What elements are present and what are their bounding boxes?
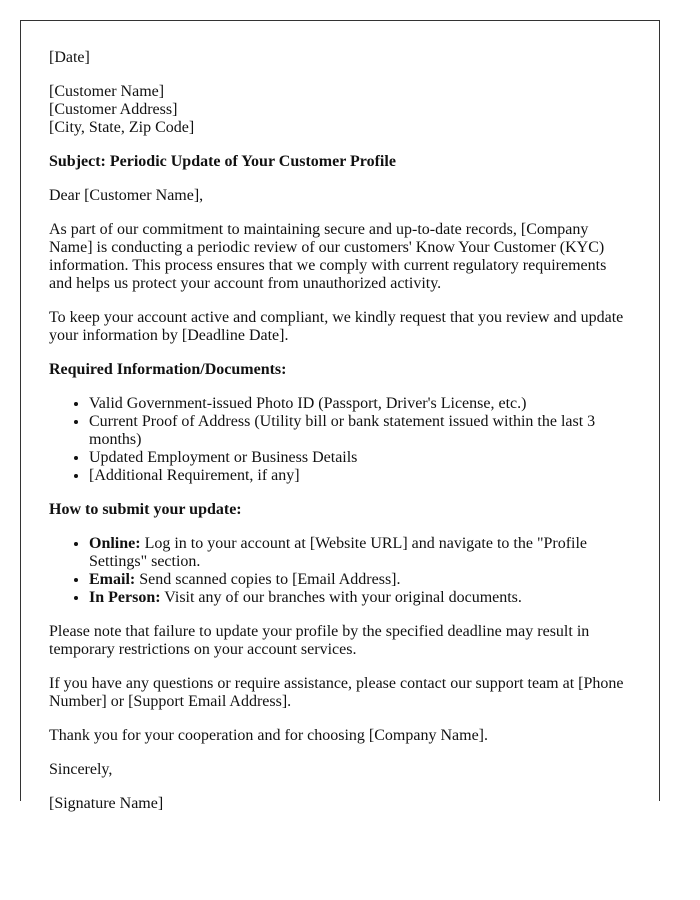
sign-off: Sincerely,: [49, 761, 113, 778]
method-label: In Person:: [89, 589, 161, 606]
method-label: Online:: [89, 535, 141, 552]
letter-frame: [20, 20, 660, 812]
salutation: Dear [Customer Name],: [49, 187, 204, 204]
method-label: Email:: [89, 571, 136, 588]
submission-method-in-person: [89, 589, 631, 607]
submission-methods-list: [49, 535, 631, 607]
required-documents-heading: Required Information/Documents:: [49, 361, 287, 378]
method-text: Send scanned copies to [Email Address].: [135, 571, 401, 588]
submission-method-online: [89, 535, 631, 571]
contact-paragraph: If you have any questions or require assistance, please contact our support team at [Phone Number] or [Support Email Address].: [49, 675, 624, 710]
method-text: Visit any of our branches with your original documents.: [160, 589, 522, 606]
list-item: • Updated Employment or Business Details: [89, 449, 631, 467]
list-item: • [Additional Requirement, if any]: [89, 467, 631, 485]
recipient-address-block: [49, 83, 631, 137]
thanks-paragraph: Thank you for your cooperation and for choosing [Company Name].: [49, 727, 488, 744]
submission-method-email: [89, 571, 631, 589]
submission-heading: How to submit your update:: [49, 501, 242, 518]
letter-subject: Subject: Periodic Update of Your Customer Profile: [49, 153, 396, 170]
intro-paragraph: As part of our commitment to maintaining secure and up-to-date records, [Company Name] is conducting a periodic review of our customers' Know Your Customer (KYC) information. This process ensures that we comply with current regulatory requirements and helps us protect your account from unauthorized activity.: [49, 221, 607, 292]
required-documents-list: [49, 395, 631, 485]
recipient-address: [Customer Address]: [49, 101, 178, 118]
warning-paragraph: Please note that failure to update your profile by the specified deadline may result in temporary restrictions on your account services.: [49, 623, 590, 658]
letter-date: [Date]: [49, 49, 90, 66]
recipient-city-state-zip: [City, State, Zip Code]: [49, 119, 195, 136]
list-item: • Current Proof of Address (Utility bill or bank statement issued within the last 3 months): [89, 413, 631, 449]
recipient-name: [Customer Name]: [49, 83, 165, 100]
letter-body: [21, 21, 659, 813]
signature-name: [Signature Name]: [49, 795, 164, 812]
request-paragraph: To keep your account active and compliant, we kindly request that you review and update your information by [Deadline Date].: [49, 309, 624, 344]
list-item: • Valid Government-issued Photo ID (Passport, Driver's License, etc.): [89, 395, 631, 413]
method-text: Log in to your account at [Website URL] and navigate to the "Profile Settings" section.: [89, 535, 588, 570]
